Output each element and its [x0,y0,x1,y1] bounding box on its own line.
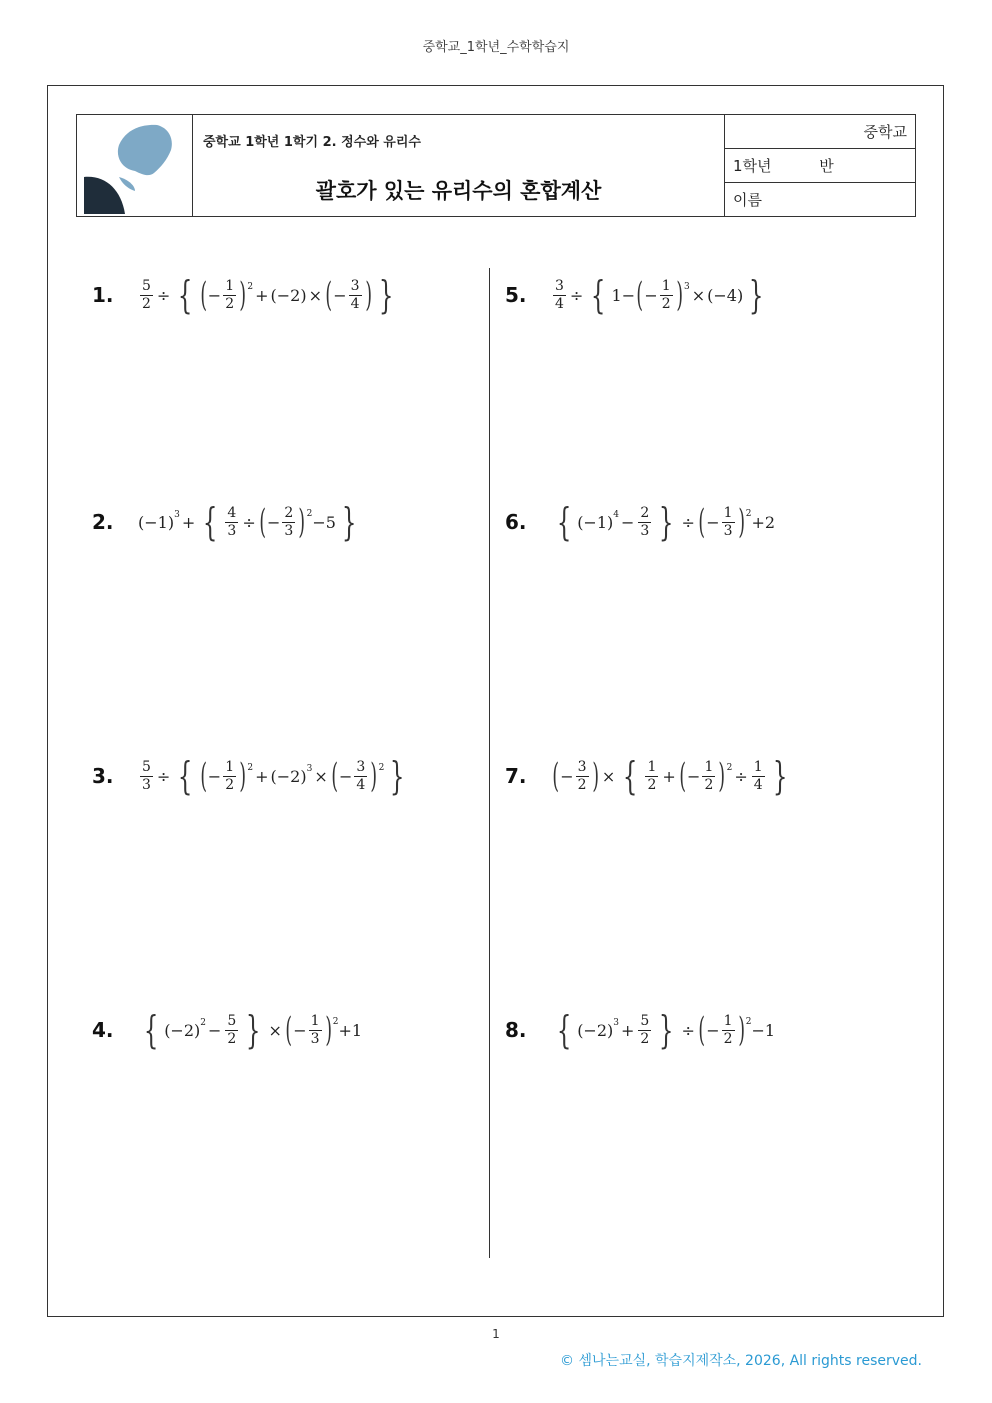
math-term: − [339,766,353,786]
brace: { [178,754,193,798]
operator: ÷ [569,285,584,305]
parenthesis: ( [199,756,207,796]
math-term: (−2) [270,285,307,305]
expression [138,754,411,798]
brace: } [749,273,764,317]
numerator: 5 [142,758,151,775]
numerator: 5 [227,1012,237,1029]
denominator: 2 [723,1030,733,1047]
math-term: − [267,512,281,532]
denominator: 3 [227,522,237,539]
denominator: 3 [284,522,294,539]
expression [551,500,776,544]
parenthesis: ) [718,756,726,796]
parenthesis: ( [698,502,705,542]
parenthesis: ( [331,756,338,796]
operator: − [621,512,635,532]
problem-number: 3. [92,764,114,788]
denominator: 2 [647,776,657,793]
math-term: (−2) [270,766,307,786]
problem-number: 1. [92,283,114,307]
math-term: − [687,766,701,786]
fraction [223,760,236,792]
parenthesis: ) [737,1010,745,1050]
denominator: 4 [350,295,360,312]
numerator: 3 [356,758,366,775]
fraction [752,760,765,792]
fraction [225,1014,238,1046]
problem-4 [92,1000,362,1060]
operator: × [268,1020,282,1040]
denominator: 3 [142,776,151,793]
brace: { [591,273,606,317]
operator: + [621,1020,635,1040]
problem-5 [505,265,769,325]
grade-class-field [725,149,915,183]
numerator: 1 [310,1012,320,1029]
parenthesis: ) [591,756,599,796]
denominator: 2 [225,295,235,312]
parenthesis: ) [324,1010,332,1050]
parenthesis: ( [552,756,559,796]
operator: ÷ [734,766,748,786]
name-field: 이름 [733,191,762,209]
operator: − [208,1020,222,1040]
page-number: 1 [492,1327,500,1341]
parenthesis: ( [636,275,644,315]
exponent: 2 [745,1017,752,1027]
denominator: 3 [310,1030,320,1047]
fraction [354,760,367,792]
brace: } [659,1008,674,1052]
exponent: 3 [174,510,180,520]
exponent: 3 [306,764,313,774]
school-field: 중학교 [725,115,915,149]
math-term: (−2) [577,1020,614,1040]
title-cell [193,115,725,216]
exponent: 2 [726,763,733,773]
grade-class-label: 1학년 반 [733,157,834,175]
brace: { [178,273,193,317]
math-term: +1 [338,1020,363,1040]
brace: } [341,500,357,544]
math-term: 1− [611,285,636,305]
denominator: 2 [142,295,151,312]
brace: } [378,273,394,317]
problem-number: 6. [505,510,527,534]
fraction [349,279,362,311]
problem-2 [92,492,362,552]
parenthesis: ) [239,275,247,315]
math-term: − [560,766,574,786]
numerator: 2 [284,504,294,521]
brace: { [556,1008,572,1052]
operator: × [601,766,616,786]
denominator: 4 [753,776,763,793]
math-term: − [706,1020,720,1040]
denominator: 4 [555,295,564,312]
numerator: 1 [647,758,657,775]
numerator: 1 [704,758,714,775]
math-term: +2 [751,512,776,532]
top-caption: 중학교_1학년_수학학습지 [422,40,570,55]
expression [138,273,399,317]
parenthesis: ) [370,756,378,796]
problem-8 [505,1000,775,1060]
math-term: − [207,766,222,786]
subject-label: 중학교 1학년 1학기 2. 정수와 유리수 [203,135,421,150]
operator: + [255,285,269,305]
numerator: 1 [225,758,235,775]
denominator: 2 [225,776,235,793]
denominator: 2 [227,1030,237,1047]
math-term: − [333,285,347,305]
math-term: − [706,512,720,532]
math-term: − [293,1020,307,1040]
parenthesis: ) [239,756,247,796]
math-term: −1 [751,1020,776,1040]
parenthesis: ( [698,1010,705,1050]
expression [138,500,362,544]
operator: ÷ [156,766,171,786]
worksheet-title: 괄호가 있는 유리수의 혼합계산 [315,179,602,203]
math-term: − [207,285,222,305]
parenthesis: ( [325,275,332,315]
fraction [702,760,715,792]
numerator: 1 [225,277,235,294]
fraction [638,506,651,538]
exponent: 2 [306,509,313,519]
worksheet-header [76,114,916,217]
expression [551,273,769,317]
numerator: 1 [723,504,733,521]
expression [551,1008,776,1052]
parenthesis: ( [679,756,686,796]
exponent: 3 [683,282,690,292]
operator: ÷ [681,1020,695,1040]
brace: } [772,754,788,798]
parenthesis: ( [285,1010,292,1050]
brace: } [390,754,405,798]
operator: ÷ [242,512,256,532]
brace: { [556,500,572,544]
parenthesis: ( [259,502,266,542]
brace: { [623,754,638,798]
operator: ÷ [156,285,171,305]
problem-number: 4. [92,1018,114,1042]
numerator: 5 [142,277,151,294]
fraction [660,279,673,311]
operator: ÷ [681,512,695,532]
column-divider [489,268,490,1258]
denominator: 2 [661,295,671,312]
numerator: 3 [577,758,587,775]
problem-1 [92,265,399,325]
operator: × [314,766,328,786]
parenthesis: ) [737,502,745,542]
math-term: − [644,285,658,305]
fraction [225,506,238,538]
problem-number: 7. [505,764,527,788]
exponent: 2 [745,509,752,519]
denominator: 3 [723,522,733,539]
expression [551,754,793,798]
parenthesis: ) [364,275,372,315]
problem-6 [505,492,775,552]
denominator: 2 [704,776,714,793]
operator: + [181,512,196,532]
numerator: 3 [555,277,564,294]
math-term: (−1) [577,512,614,532]
fraction [576,760,589,792]
denominator: 4 [356,776,366,793]
math-term: (−4) [707,285,744,305]
logo-cell [77,115,193,216]
fraction [282,506,295,538]
numerator: 1 [753,758,763,775]
numerator: 2 [640,504,650,521]
exponent: 2 [200,1018,206,1028]
math-term: −5 [312,512,336,532]
problem-number: 5. [505,283,527,307]
parenthesis: ) [298,502,306,542]
denominator: 3 [640,522,650,539]
exponent: 2 [247,763,254,773]
expression [138,1008,363,1052]
exponent: 3 [613,1018,619,1028]
operator: × [308,285,322,305]
numerator: 3 [350,277,360,294]
brace: } [659,500,674,544]
denominator: 2 [640,1030,650,1047]
operator: + [255,766,269,786]
operator: + [662,766,676,786]
problem-3 [92,746,411,806]
info-cell [725,115,915,216]
exponent: 2 [247,282,254,292]
exponent: 2 [378,763,385,773]
problem-7 [505,746,793,806]
math-term: (−2) [164,1020,201,1040]
exponent: 4 [613,510,619,520]
parenthesis: ) [676,275,683,315]
brace: { [143,1008,159,1052]
fraction [140,760,153,792]
logo-icon [77,115,192,216]
brace: { [203,500,218,544]
fraction [140,279,153,311]
operator: × [691,285,706,305]
numerator: 4 [227,504,237,521]
fraction [645,760,658,792]
math-term: (−1) [138,512,175,532]
numerator: 1 [723,1012,733,1029]
problem-number: 2. [92,510,114,534]
fraction [553,279,566,311]
copyright-notice: © 셈나는교실, 학습지제작소, 2026, All rights reserved. [560,1353,922,1369]
numerator: 1 [661,277,671,294]
numerator: 5 [640,1012,650,1029]
brace: } [246,1008,261,1052]
parenthesis: ( [199,275,207,315]
fraction [223,279,236,311]
exponent: 2 [332,1017,339,1027]
fraction [722,1014,735,1046]
denominator: 2 [577,776,587,793]
problem-number: 8. [505,1018,527,1042]
fraction [722,506,735,538]
fraction [638,1014,651,1046]
fraction [309,1014,322,1046]
